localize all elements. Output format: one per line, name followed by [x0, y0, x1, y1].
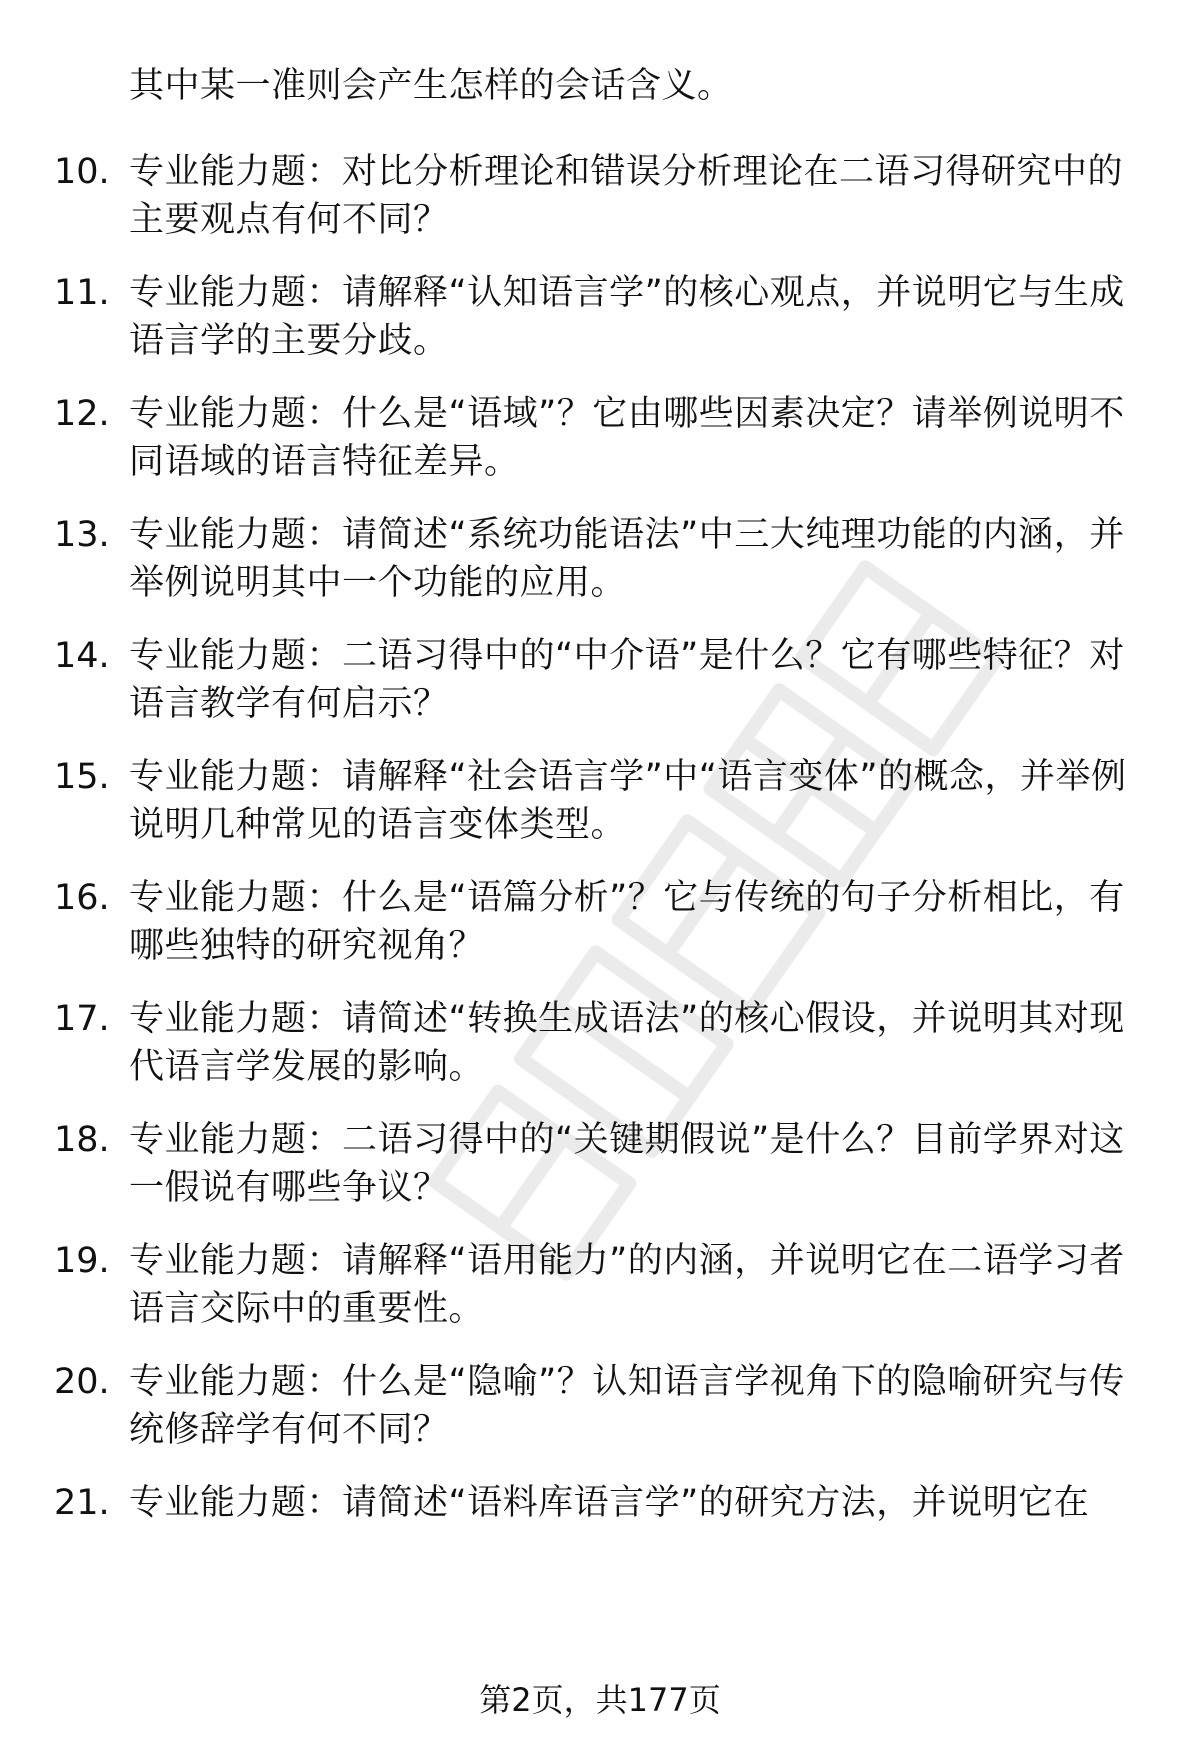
- item-text: 专业能力题：对比分析理论和错误分析理论在二语习得研究中的主要观点有何不同？: [129, 152, 1124, 240]
- item-text: 专业能力题：什么是“隐喻”？认知语言学视角下的隐喻研究与传统修辞学有何不同？: [129, 1362, 1125, 1450]
- item-number: 14.: [54, 636, 110, 676]
- item-number: 13.: [54, 515, 110, 555]
- continuation-line: 其中某一准则会产生怎样的会话含义。: [129, 66, 733, 106]
- item-text: 专业能力题：什么是“语域”？它由哪些因素决定？请举例说明不同语域的语言特征差异。: [129, 394, 1125, 482]
- item-number: 21.: [54, 1483, 110, 1523]
- item-text: 专业能力题：什么是“语篇分析”？它与传统的句子分析相比，有哪些独特的研究视角？: [129, 878, 1125, 966]
- item-text: 专业能力题：请简述“语料库语言学”的研究方法，并说明它在: [129, 1483, 1090, 1523]
- item-text: 专业能力题：请解释“认知语言学”的核心观点，并说明它与生成语言学的主要分歧。: [129, 273, 1125, 361]
- item-text: 专业能力题：请解释“社会语言学”中“语言变体”的概念，并举例说明几种常见的语言变体类型。: [129, 757, 1127, 845]
- item-number: 12.: [54, 394, 110, 434]
- item-number: 15.: [54, 757, 110, 797]
- item-text: 专业能力题：二语习得中的“中介语”是什么？它有哪些特征？对语言教学有何启示？: [129, 636, 1125, 724]
- item-number: 11.: [54, 273, 110, 313]
- item-text: 专业能力题：请简述“系统功能语法”中三大纯理功能的内涵，并举例说明其中一个功能的应用。: [129, 515, 1125, 603]
- item-number: 20.: [54, 1362, 110, 1402]
- page-footer: 第2页，共177页: [479, 1681, 721, 1719]
- item-text: 专业能力题：二语习得中的“关键期假说”是什么？目前学界对这一假说有哪些争议？: [129, 1120, 1125, 1208]
- item-text: 专业能力题：请简述“转换生成语法”的核心假设，并说明其对现代语言学发展的影响。: [129, 999, 1125, 1087]
- item-number: 19.: [54, 1241, 110, 1281]
- item-number: 10.: [54, 152, 110, 192]
- item-number: 18.: [54, 1120, 110, 1160]
- item-number: 16.: [54, 878, 110, 918]
- item-number: 17.: [54, 999, 110, 1039]
- item-text: 专业能力题：请解释“语用能力”的内涵，并说明它在二语学习者语言交际中的重要性。: [129, 1241, 1125, 1329]
